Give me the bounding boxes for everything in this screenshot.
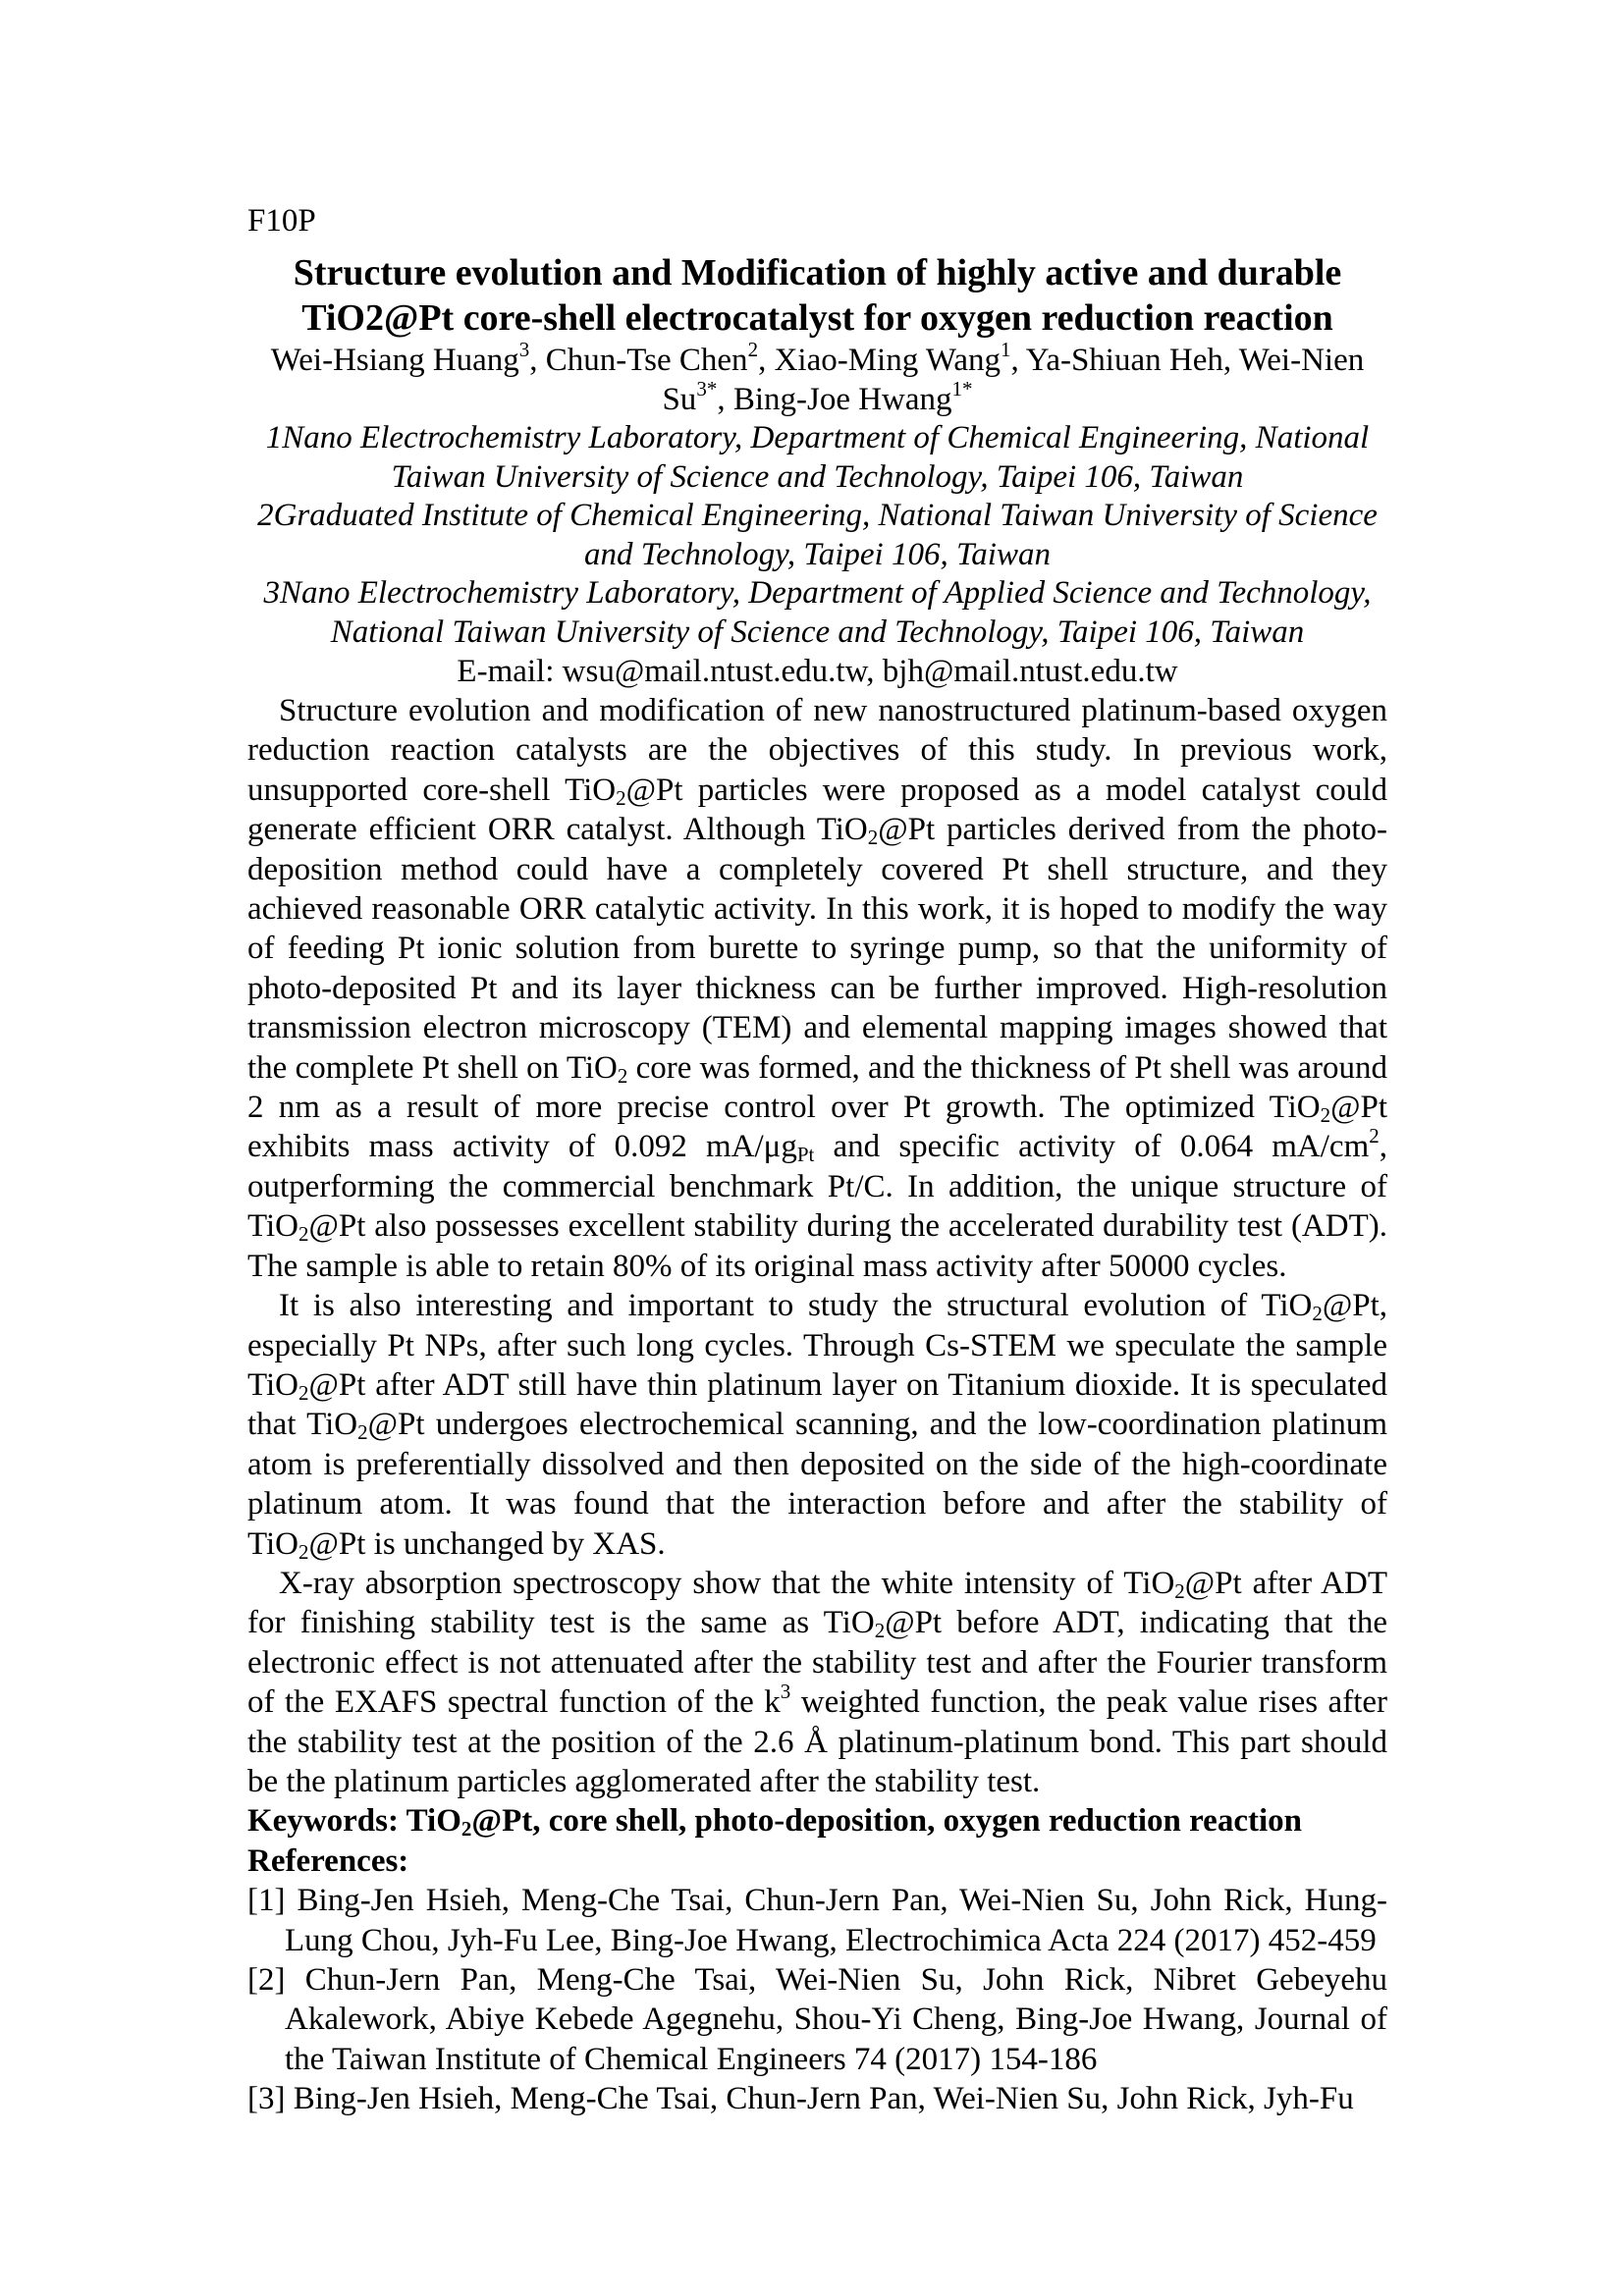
abstract-paragraph-1: Structure evolution and modification of new nanostructured platinum-based oxygen reduction reaction catalysts are the objectives of this study. In previous work, unsupported core-shell TiO$_2$@Pt particles were proposed as a model catalyst could generate efficient ORR catalyst. Although TiO$_2$@Pt particles derived from the photo-deposition method could have a completely covered Pt shell structure, and they achieved reasonable ORR catalytic activity. In this work, it is hoped to modify the way of feeding Pt ionic solution from burette to syringe pump, so that the uniformity of photo-deposited Pt and its layer thickness can be further improved. High-resolution transmission electron microscopy (TEM) and elemental mapping images showed that the complete Pt shell on TiO$_2$ core was formed, and the thickness of Pt shell was around 2 nm as a result of more precise control over Pt growth. The optimized TiO$_2$@Pt exhibits mass activity of 0.092 $mA/\mu g_{Pt}$ and specific activity of 0.064 $mA/cm^2$, outperforming the commercial benchmark Pt/C. In addition, the unique structure of TiO$_2$@Pt also possesses excellent stability during the accelerated durability test (ADT). The sample is able to retain 80% of its original mass activity after 50000 cycles. — [247, 693, 1388, 1284]
email-line: E-mail: wsu@mail.ntust.edu.tw, bjh@mail.ntust.edu.tw — [457, 654, 1178, 689]
paper-title — [247, 250, 1387, 341]
title-line-1: Structure evolution and Modification of highly active and durable — [293, 252, 1342, 294]
abstract-paragraph-3: X-ray absorption spectroscopy show that the white intensity of TiO$_2$@Pt after ADT for finishing stability test is the same as TiO$_2$@Pt before ADT, indicating that the electronic effect is not attenuated after the stability test and after the Fourier transform of the EXAFS spectral function of the $k^3$ weighted function, the peak value rises after the stability test at the position of the 2.6 Å platinum-platinum bond. This part should be the platinum particles agglomerated after the stability test. — [247, 1565, 1388, 1799]
abstract-paragraph-2: It is also interesting and important to study the structural evolution of TiO$_2$@Pt, especially Pt NPs, after such long cycles. Through Cs-STEM we speculate the sample TiO$_2$@Pt after ADT still have thin platinum layer on Titanium dioxide. It is speculated that TiO$_2$@Pt undergoes electrochemical scanning, and the low-coordination platinum atom is preferentially dissolved and then deposited on the side of the high-coordinate platinum atom. It was found that the interaction before and after the stability of TiO$_2$@Pt is unchanged by XAS. — [247, 1288, 1388, 1564]
keywords-line: Keywords: TiO$_2$@Pt, core shell, photo-deposition, oxygen reduction reaction — [247, 1803, 1302, 1842]
paper-code: F10P — [247, 203, 316, 239]
title-line-2: TiO2@Pt core-shell electrocatalyst for oxygen reduction reaction — [301, 297, 1333, 339]
references-heading: References: — [247, 1842, 409, 1879]
authors-line: Wei-Hsiang Huang$^3$, Chun-Tse Chen$^2$, Xiao-Ming Wang$^1$, Ya-Shiuan Heh, Wei-Nien $Su^{3*}$, Bing-Joe Hwang$^{1*}$ — [270, 338, 1365, 417]
reference-item-1: [1] Bing-Jen Hsieh, Meng-Che Tsai, Chun-Jern Pan, Wei-Nien Su, John Rick, Hung-Lung Chou, Jyh-Fu Lee, Bing-Joe Hwang, Electrochimica Acta 224 (2017) 452-459 — [247, 1883, 1387, 1958]
page-content — [247, 201, 1387, 2119]
reference-item-3: [3] Bing-Jen Hsieh, Meng-Che Tsai, Chun-Jern Pan, Wei-Nien Su, John Rick, Jyh-Fu — [247, 2081, 1354, 2117]
reference-item-2: [2] Chun-Jern Pan, Meng-Che Tsai, Wei-Nien Su, John Rick, Nibret Gebeyehu Akalework, Abiye Kebede Agegnehu, Shou-Yi Cheng, Bing-Joe Hwang, Journal of the Taiwan Institute of Chemical Engineers 74 (2017) 154-186 — [247, 1962, 1387, 2077]
affiliation-2: 2Graduated Institute of Chemical Engineering, National Taiwan University of Science and Technology, Taipei 106, Taiwan — [257, 498, 1378, 572]
affiliation-3: 3Nano Electrochemistry Laboratory, Department of Applied Science and Technology, National Taiwan University of Science and Technology, Taipei 106, Taiwan — [263, 575, 1372, 650]
affiliation-1: 1Nano Electrochemistry Laboratory, Department of Chemical Engineering, National Taiwan University of Science and Technology, Taipei 106, Taiwan — [265, 420, 1370, 495]
